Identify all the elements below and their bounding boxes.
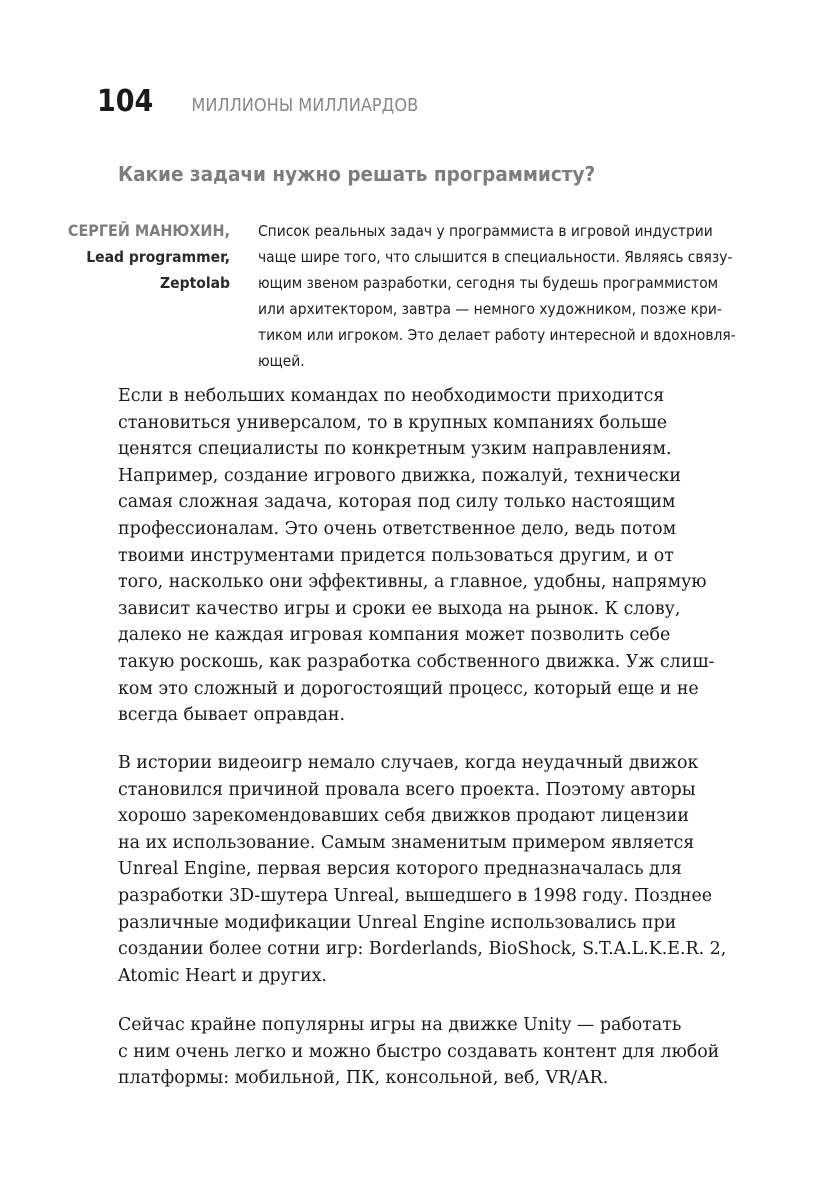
book-title: МИЛЛИОНЫ МИЛЛИАРДОВ <box>191 95 419 116</box>
text-line: Если в небольших командах по необходимости приходится <box>118 386 665 406</box>
body-paragraph-2 <box>118 750 727 989</box>
text-line: с ним очень легко и можно быстро создавать контент для любой <box>118 1041 720 1062</box>
text-line: становился причиной провала всего проекта. Поэтому авторы <box>118 779 696 800</box>
text-line: твоими инструментами придется пользоваться другим, и от <box>118 545 674 566</box>
text-line: того, насколько они эффективны, а главное, удобны, напрямую <box>118 572 707 593</box>
expert-attribution <box>60 218 230 296</box>
text-line: хорошо зарекомендовавших себя движков продают лицензии <box>118 806 689 827</box>
body-paragraph-3 <box>118 1012 720 1092</box>
text-line: Atomic Heart и других. <box>118 965 327 986</box>
body-paragraph-1 <box>118 383 715 729</box>
text-line: разработки 3D-шутера Unreal, вышедшего в 1998 году. Позднее <box>118 885 713 906</box>
quote-line: или архитектором, завтра — немного художником, позже кри- <box>258 300 722 318</box>
expert-quote-text <box>258 218 736 374</box>
text-line: самая сложная задача, которая под силу только настоящим <box>118 492 676 513</box>
page-number: 104 <box>97 84 154 119</box>
text-line: становиться универсалом, то в крупных компаниях больше <box>118 412 668 433</box>
running-header <box>97 84 418 124</box>
text-line: такую роскошь, как разработка собственного движка. Уж слиш- <box>118 651 715 672</box>
text-line: различные модификации Unreal Engine использовались при <box>118 912 677 933</box>
quote-line: чаще шире того, что слышится в специальности. Являясь связу- <box>258 248 733 266</box>
text-line: платформы: мобильной, ПК, консольной, веб, VR/AR. <box>118 1068 609 1089</box>
expert-company: Zeptolab <box>160 274 230 292</box>
quote-line: ющим звеном разработки, сегодня ты будешь программистом <box>258 274 719 292</box>
text-line: ценятся специалисты по конкретным узким направлениям. <box>118 439 672 460</box>
text-line: на их использование. Самым знаменитым примером является <box>118 832 695 853</box>
text-line: В истории видеоигр немало случаев, когда неудачный движок <box>118 753 699 773</box>
text-line: Например, создание игрового движка, пожалуй, технически <box>118 465 681 486</box>
expert-name: СЕРГЕЙ МАНЮХИН, <box>67 221 230 240</box>
text-line: Unreal Engine, первая версия которого предназначалась для <box>118 859 682 880</box>
text-line: всегда бывает оправдан. <box>118 705 345 726</box>
section-heading: Какие задачи нужно решать программисту? <box>118 162 596 186</box>
text-line: зависит качество игры и сроки ее выхода на рынок. К слову, <box>118 598 681 619</box>
quote-line: тиком или игроком. Это делает работу интересной и вдохновля- <box>258 326 736 344</box>
quote-line: ющей. <box>258 352 305 370</box>
text-line: Сейчас крайне популярны игры на движке Unity — работать <box>118 1015 682 1035</box>
text-line: далеко не каждая игровая компания может позволить себе <box>118 625 671 646</box>
expert-role: Lead programmer, <box>86 248 230 266</box>
text-line: создании более сотни игр: Borderlands, BioShock, S.T.A.L.K.E.R. 2, <box>118 939 727 960</box>
quote-line: Список реальных задач у программиста в игровой индустрии <box>258 222 713 240</box>
text-line: ком это сложный и дорогостоящий процесс, который еще и не <box>118 678 699 699</box>
text-line: профессионалам. Это очень ответственное дело, ведь потом <box>118 518 677 539</box>
